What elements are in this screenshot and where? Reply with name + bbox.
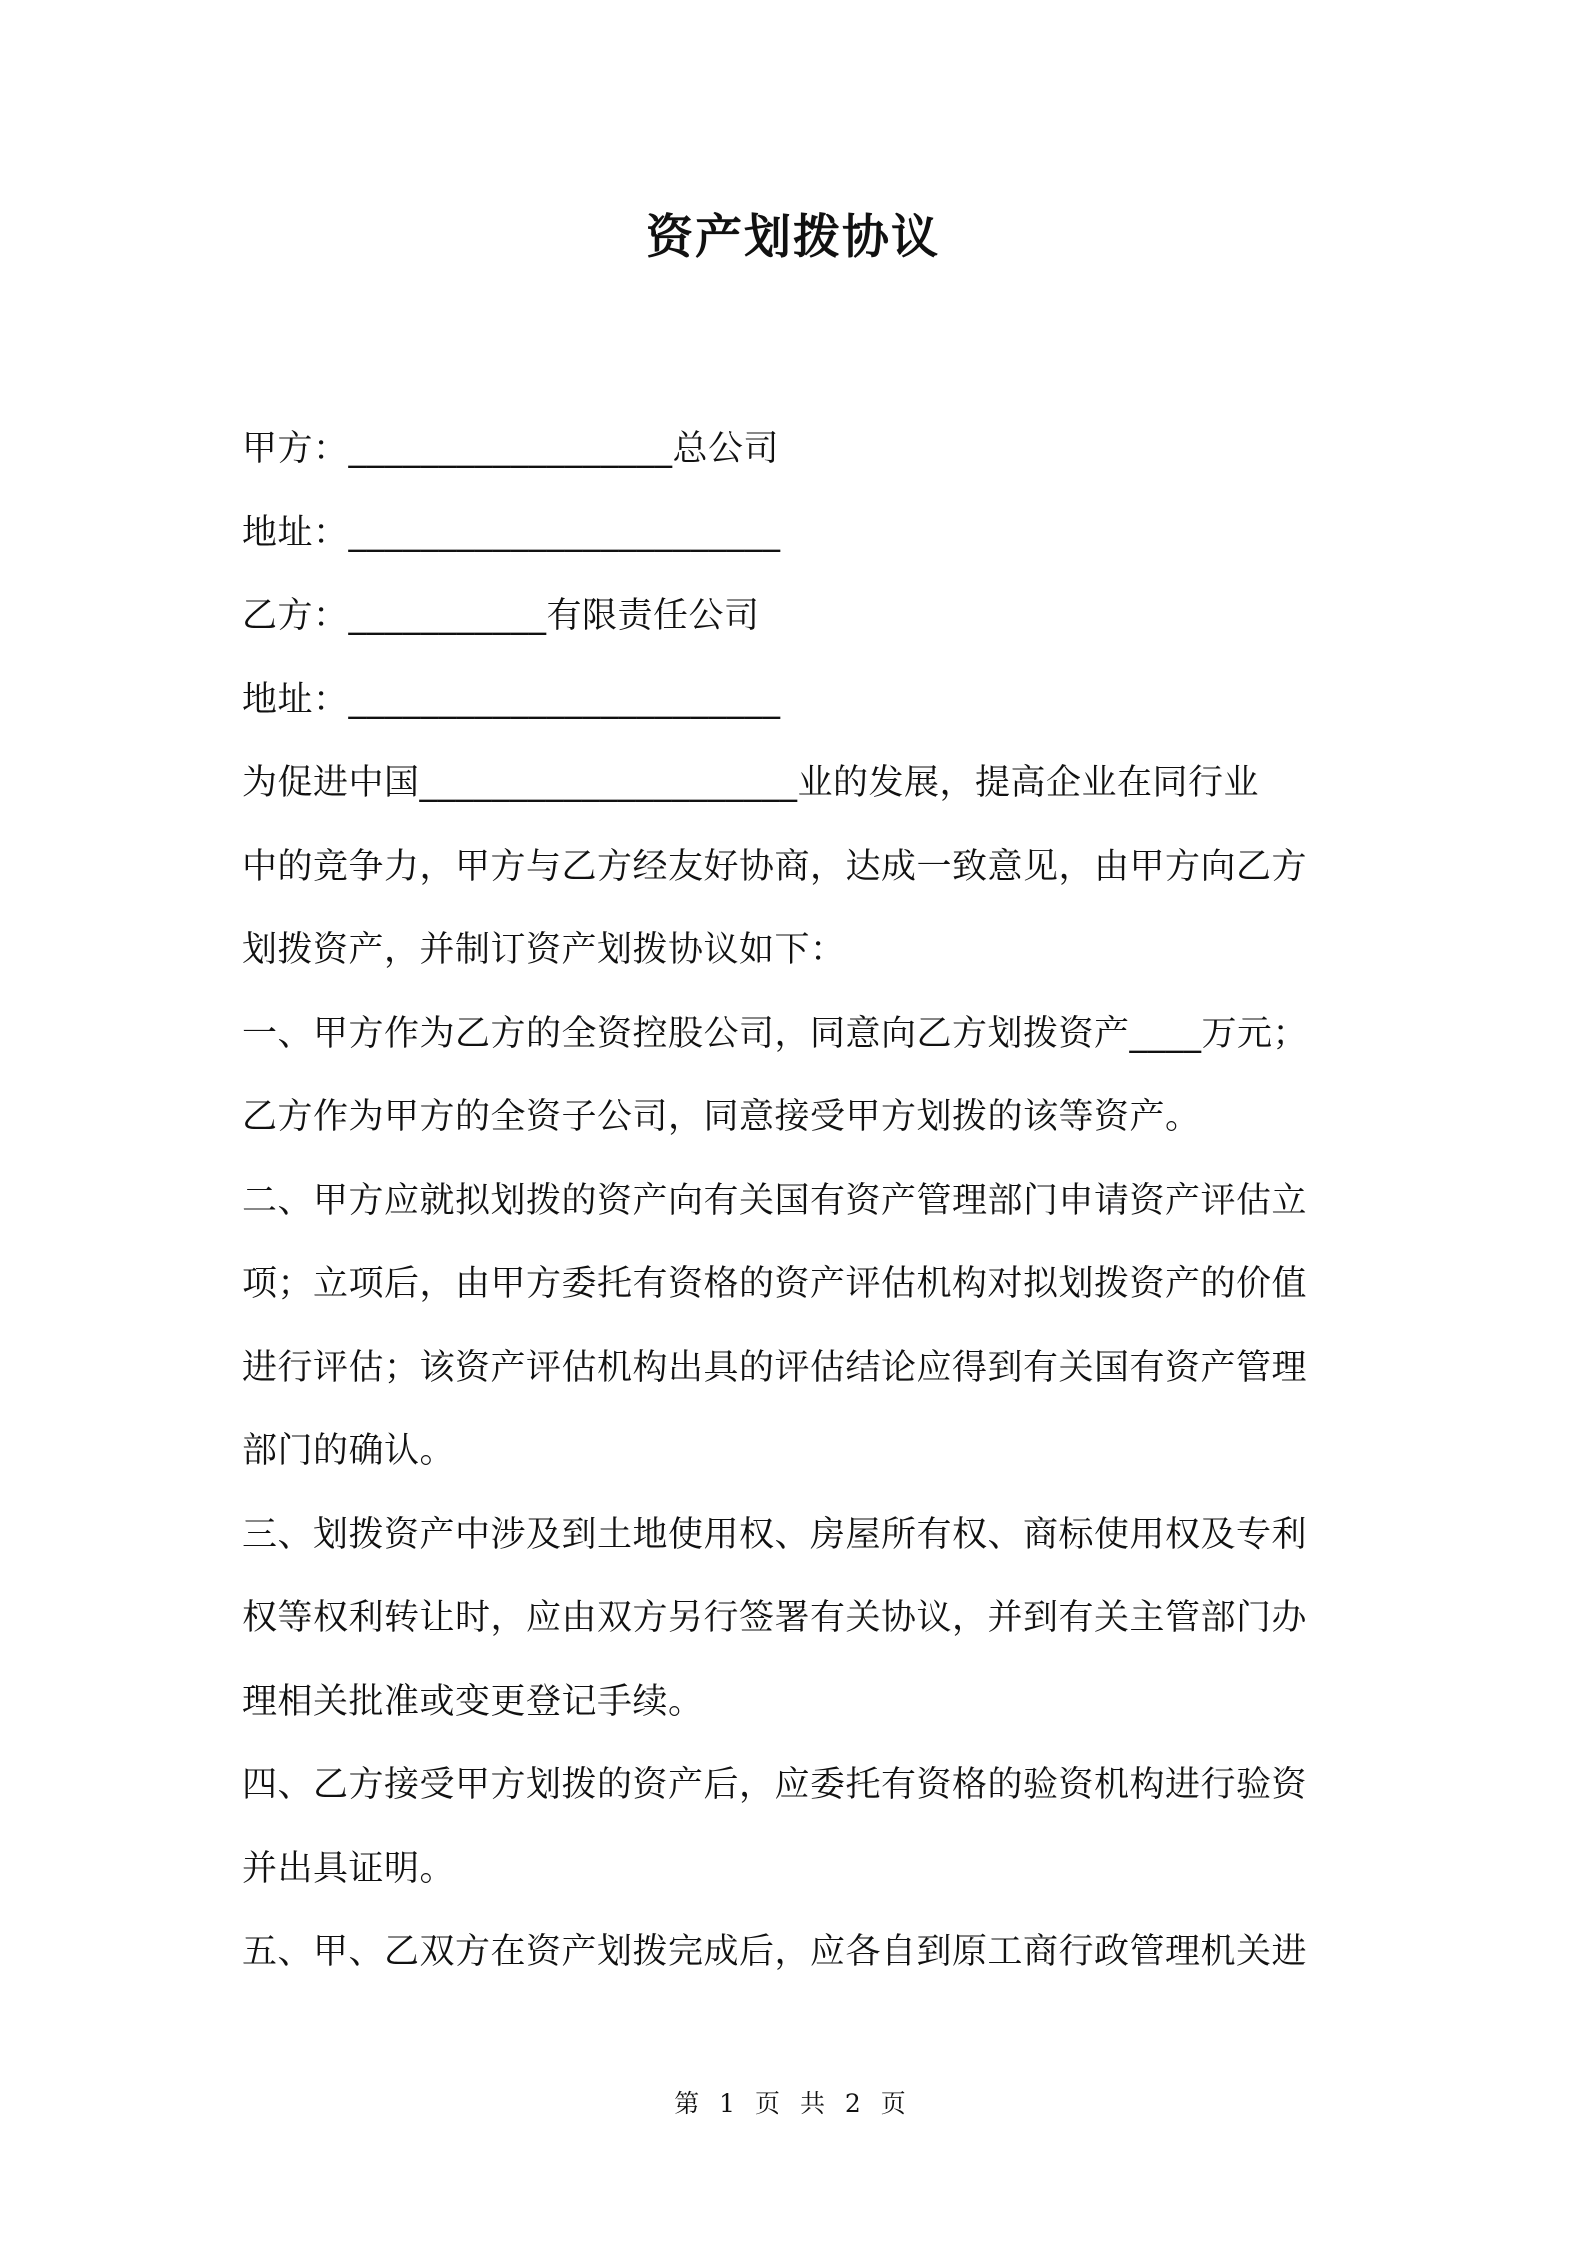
party-b-address-line: 地址：________________________ [242, 679, 781, 720]
clause-line: 并出具证明。 [242, 1848, 456, 1889]
paragraph-line: 划拨资产，并制订资产划拨协议如下： [242, 930, 846, 970]
party-a-line: 甲方：__________________总公司 [242, 429, 780, 469]
clause-line: 三、划拨资产中涉及到土地使用权、房屋所有权、商标使用权及专利 [242, 1514, 1308, 1555]
clause-line: 乙方作为甲方的全资子公司，同意接受甲方划拨的该等资产。 [242, 1097, 1201, 1137]
document-body [242, 408, 1362, 1995]
page-number-footer: 第 1 页 共 2 页 [674, 2089, 912, 2118]
clause-line: 权等权利转让时，应由双方另行签署有关协议，并到有关主管部门办 [242, 1598, 1308, 1638]
clause-line: 四、乙方接受甲方划拨的资产后，应委托有资格的验资机构进行验资 [242, 1765, 1308, 1805]
clause-line: 项；立项后，由甲方委托有资格的资产评估机构对拟划拨资产的价值 [242, 1264, 1308, 1304]
clause-line: 进行评估；该资产评估机构出具的评估结论应得到有关国有资产管理 [242, 1347, 1308, 1388]
document-title: 资产划拨协议 [646, 210, 940, 265]
clause-line: 理相关批准或变更登记手续。 [242, 1681, 704, 1722]
clause-line: 一、甲方作为乙方的全资控股公司，同意向乙方划拨资产____万元； [242, 1013, 1309, 1054]
party-b-line: 乙方：___________有限责任公司 [242, 596, 760, 636]
clause-line: 二、甲方应就拟划拨的资产向有关国有资产管理部门申请资产评估立 [242, 1180, 1308, 1221]
party-a-address-line: 地址：________________________ [242, 512, 781, 553]
clause-line: 五、甲、乙双方在资产划拨完成后，应各自到原工商行政管理机关进 [242, 1932, 1308, 1972]
clause-line: 部门的确认。 [242, 1431, 456, 1471]
paragraph-line: 为促进中国_____________________业的发展，提高企业在同行业 [242, 763, 1260, 803]
paragraph-line: 中的竞争力，甲方与乙方经友好协商，达成一致意见，由甲方向乙方 [242, 846, 1308, 887]
